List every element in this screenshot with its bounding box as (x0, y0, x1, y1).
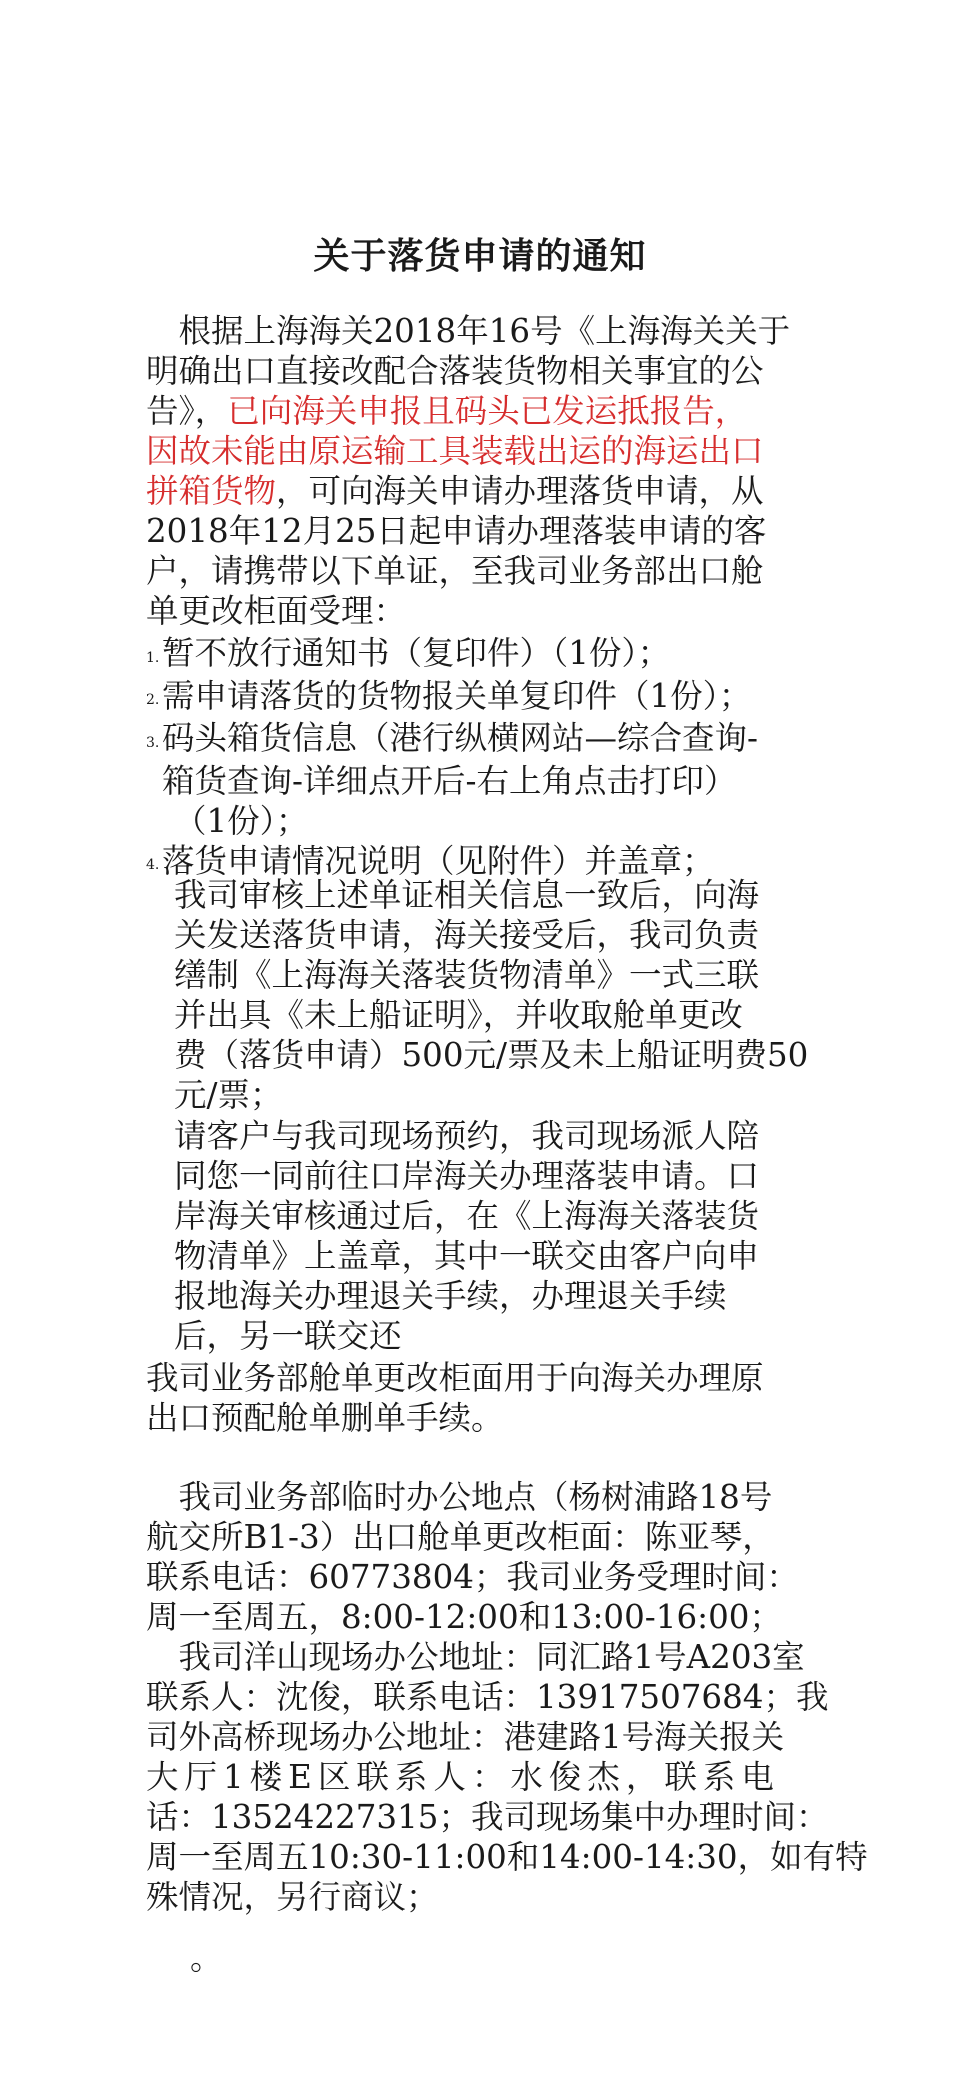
list-item-continuation: 箱货查询-详细点开后-右上角点击打印） (162, 761, 737, 800)
intro-line-3 (146, 391, 826, 431)
contact-line: 我司业务部临时办公地点（杨树浦路18号 (146, 1478, 773, 1516)
list-item: 2.需申请落货的货物报关单复印件（1份）； (146, 676, 752, 715)
contact-line: 周一至周五，8:00-12:00和13:00-16:00； (146, 1598, 782, 1636)
review-line: 费（落货申请）500元/票及未上船证明费50 (174, 1036, 809, 1074)
required-documents-list (146, 633, 826, 883)
appointment-line: 岸海关审核通过后，在《上海海关落装货 (174, 1197, 760, 1235)
intro-line-3a: 告》， (146, 392, 228, 430)
contact-line: 联系人：沈俊，联系电话：13917507684；我 (146, 1678, 829, 1716)
contact-line: 司外高桥现场办公地址：港建路1号海关报关 (146, 1718, 785, 1756)
contact-paragraph (146, 1477, 868, 1917)
intro-line-2: 明确出口直接改配合落装货物相关事宜的公 (146, 352, 764, 390)
appointment-line: 物清单》上盖章，其中一联交由客户向申 (174, 1237, 760, 1275)
deletion-line: 出口预配舱单删单手续。 (146, 1399, 504, 1437)
review-line: 并出具《未上船证明》，并收取舱单更改 (174, 996, 743, 1034)
list-item: 4.落货申请情况说明（见附件）并盖章； (146, 841, 715, 880)
contact-line: 我司洋山现场办公地址：同汇路1号A203室 (146, 1638, 805, 1676)
intro-line-5b: ，可向海关申请办理落货申请，从 (276, 472, 764, 510)
contact-line: 周一至周五10:30-11:00和14:00-14:30，如有特 (146, 1838, 868, 1876)
appointment-line: 同您一同前往口岸海关办理落装申请。口 (174, 1157, 760, 1195)
intro-paragraph (146, 311, 826, 631)
highlight-text-2: 因故未能由原运输工具装载出运的海运出口 (146, 432, 764, 470)
review-line: 缮制《上海海关落装货物清单》一式三联 (174, 956, 760, 994)
appointment-line: 报地海关办理退关手续，办理退关手续 (174, 1277, 727, 1315)
intro-line-6: 2018年12月25日起申请办理落装申请的客 (146, 512, 767, 550)
intro-line-8: 单更改柜面受理： (146, 592, 407, 630)
intro-line-1: 根据上海海关2018年16号《上海海关关于 (146, 312, 791, 350)
contact-line: 大厅1楼E区联系人：水俊杰，联系电 (146, 1758, 780, 1796)
contact-line: 联系电话：60773804；我司业务受理时间： (146, 1558, 799, 1596)
end-mark: 。 (190, 1939, 223, 1977)
list-item: 1.暂不放行通知书（复印件）（1份）； (146, 634, 671, 672)
contact-line: 殊情况，另行商议； (146, 1878, 439, 1916)
deletion-line: 我司业务部舱单更改柜面用于向海关办理原 (146, 1359, 764, 1397)
notice-title: 关于落货申请的通知 (313, 236, 647, 277)
review-paragraph (174, 875, 854, 1115)
appointment-paragraph (174, 1116, 854, 1356)
highlight-text-1: 已向海关申报且码头已发运抵报告， (227, 392, 748, 430)
review-line: 我司审核上述单证相关信息一致后，向海 (174, 876, 760, 914)
appointment-line: 请客户与我司现场预约，我司现场派人陪 (174, 1117, 760, 1155)
intro-line-5 (146, 471, 826, 511)
list-item: 3.码头箱货信息（港行纵横网站—综合查询- (146, 719, 758, 757)
highlight-text-3: 拼箱货物 (146, 472, 277, 510)
appointment-line: 后，另一联交还 (174, 1317, 402, 1355)
review-line: 元/票； (174, 1076, 283, 1114)
intro-line-7: 户，请携带以下单证，至我司业务部出口舱 (146, 552, 764, 590)
review-line: 关发送落货申请，海关接受后，我司负责 (174, 916, 760, 954)
contact-line: 航交所B1-3）出口舱单更改柜面：陈亚琴， (146, 1518, 775, 1556)
contact-line: 话：13524227315；我司现场集中办理时间： (146, 1798, 829, 1836)
list-item-continuation: （1份）； (174, 801, 309, 840)
deletion-paragraph (146, 1358, 826, 1438)
